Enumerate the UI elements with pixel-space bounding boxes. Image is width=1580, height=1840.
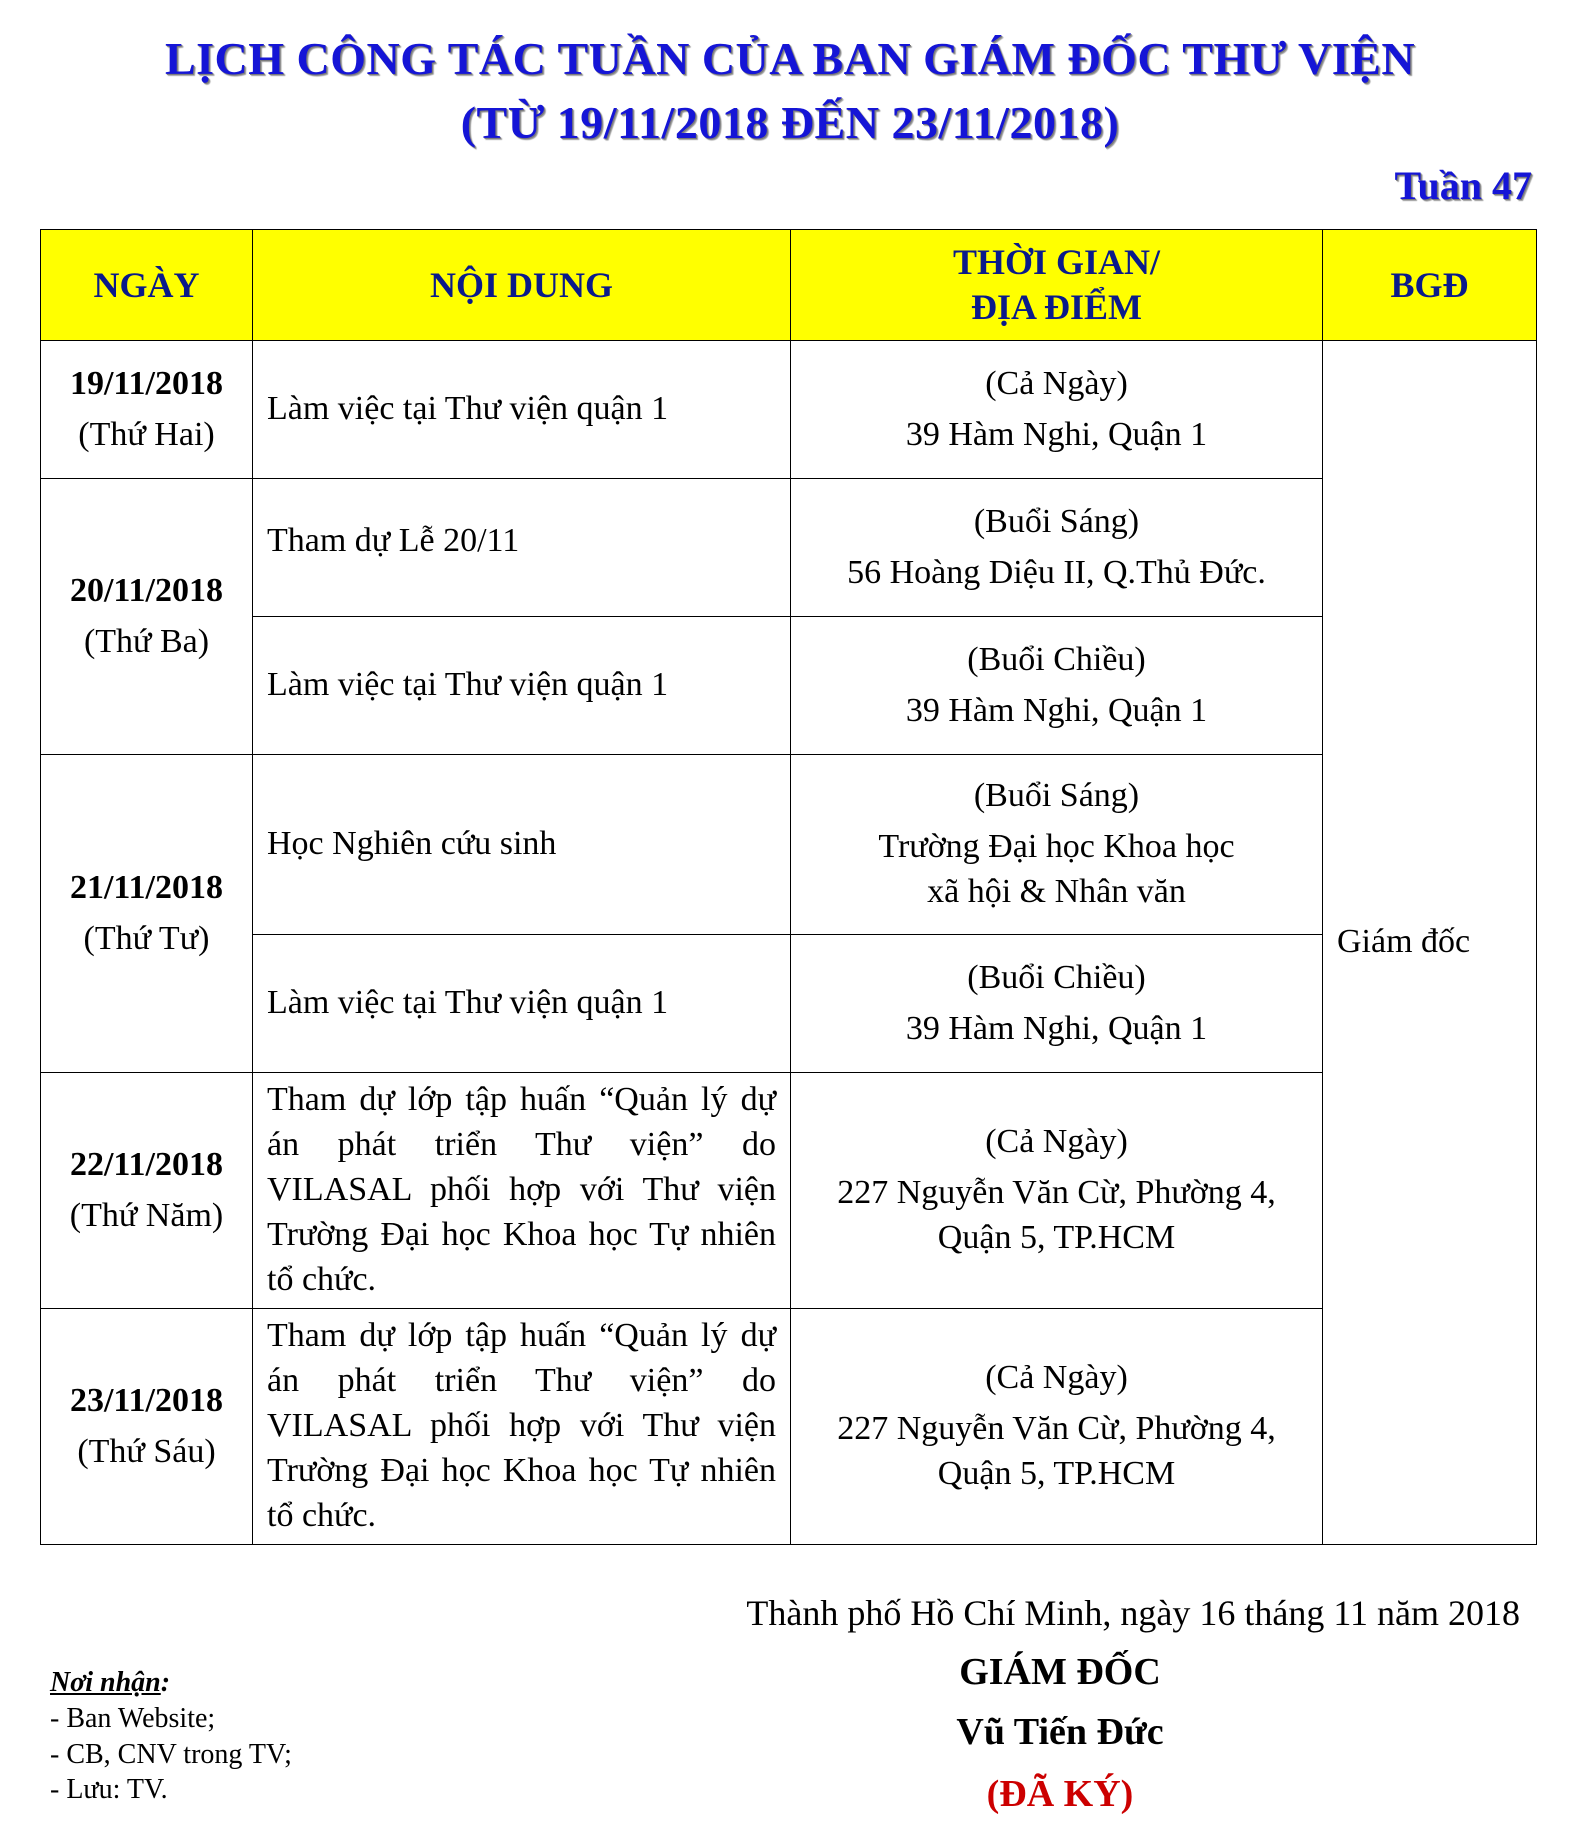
header-time-location xyxy=(791,230,1323,341)
table-row xyxy=(41,341,1537,479)
recipient-item: - Ban Website; xyxy=(50,1702,216,1734)
period-value: (Buổi Chiều) xyxy=(967,640,1146,678)
location-line-1: Trường Đại học Khoa học xyxy=(878,828,1235,866)
location-line-2: Quận 5, TP.HCM xyxy=(937,1454,1176,1492)
signer-role: GIÁM ĐỐC xyxy=(959,1651,1161,1693)
weekday-value: (Thứ Ba) xyxy=(83,622,210,660)
period-value: (Cả Ngày) xyxy=(985,1359,1128,1397)
schedule-table xyxy=(40,229,1537,1545)
period-value: (Buổi Sáng) xyxy=(973,777,1140,815)
content-cell: Tham dự lớp tập huấn “Quản lý dự án phát triển Thư viện” do VILASAL phối hợp với Thư viện Trường Đại học Khoa học Tự nhiên tổ chức. xyxy=(253,1073,791,1309)
period-value: (Buổi Chiều) xyxy=(967,958,1146,996)
date-value: 23/11/2018 xyxy=(69,1381,224,1419)
location-value: 39 Hàm Nghi, Quận 1 xyxy=(905,415,1208,453)
table-row xyxy=(41,617,1537,755)
recipients-heading: Nơi nhận: xyxy=(50,1667,171,1698)
date-value: 21/11/2018 xyxy=(69,868,224,906)
place-date: Thành phố Hồ Chí Minh, ngày 16 tháng 11 năm 2018 xyxy=(746,1593,1520,1633)
content-cell: Học Nghiên cứu sinh xyxy=(253,755,791,935)
table-header-row xyxy=(41,230,1537,341)
date-cell xyxy=(41,341,253,479)
date-value: 19/11/2018 xyxy=(69,364,224,402)
header-date: NGÀY xyxy=(41,230,253,341)
location-line-1: 227 Nguyễn Văn Cừ, Phường 4, xyxy=(837,1410,1276,1448)
header-time: THỜI GIAN/ xyxy=(952,242,1161,282)
table-row xyxy=(41,755,1537,935)
date-value: 22/11/2018 xyxy=(69,1145,224,1183)
location-line-2: Quận 5, TP.HCM xyxy=(937,1218,1176,1256)
table-row xyxy=(41,1073,1537,1309)
date-cell xyxy=(41,479,253,755)
week-label: Tuần 47 xyxy=(1394,163,1532,208)
content-cell: Làm việc tại Thư viện quận 1 xyxy=(253,341,791,479)
period-value: (Cả Ngày) xyxy=(985,1123,1128,1161)
document-date-range: (TỪ 19/11/2018 ĐẾN 23/11/2018) xyxy=(460,97,1120,148)
location-line-1: 227 Nguyễn Văn Cừ, Phường 4, xyxy=(837,1174,1276,1212)
location-value: 39 Hàm Nghi, Quận 1 xyxy=(905,1009,1208,1047)
table-row xyxy=(41,935,1537,1073)
header-bgd: BGĐ xyxy=(1323,230,1537,341)
signer-name: Vũ Tiến Đức xyxy=(956,1711,1164,1753)
time-location-cell xyxy=(791,341,1323,479)
table-row xyxy=(41,479,1537,617)
date-cell xyxy=(41,1309,253,1545)
date-value: 20/11/2018 xyxy=(69,571,224,609)
recipients-block xyxy=(50,1665,292,1808)
content-cell: Làm việc tại Thư viện quận 1 xyxy=(253,935,791,1073)
content-cell: Tham dự lớp tập huấn “Quản lý dự án phát triển Thư viện” do VILASAL phối hợp với Thư viện Trường Đại học Khoa học Tự nhiên tổ chức. xyxy=(253,1309,791,1545)
time-location-cell xyxy=(791,935,1323,1073)
header-location: ĐỊA ĐIỂM xyxy=(970,287,1143,327)
signed-stamp: (ĐÃ KÝ) xyxy=(986,1773,1134,1815)
time-location-cell xyxy=(791,617,1323,755)
location-value: 56 Hoàng Diệu II, Q.Thủ Đức. xyxy=(847,553,1266,591)
date-cell xyxy=(41,755,253,1073)
time-location-cell xyxy=(791,755,1323,935)
bgd-cell: Giám đốc xyxy=(1323,341,1537,1545)
period-value: (Cả Ngày) xyxy=(985,364,1128,402)
header-content: NỘI DUNG xyxy=(253,230,791,341)
period-value: (Buổi Sáng) xyxy=(973,502,1140,540)
location-value: 39 Hàm Nghi, Quận 1 xyxy=(905,691,1208,729)
recipient-item: - CB, CNV trong TV; xyxy=(50,1738,292,1770)
weekday-value: (Thứ Sáu) xyxy=(77,1432,216,1470)
weekday-value: (Thứ Tư) xyxy=(83,919,210,957)
weekday-value: (Thứ Hai) xyxy=(78,415,215,453)
time-location-cell xyxy=(791,479,1323,617)
content-cell: Làm việc tại Thư viện quận 1 xyxy=(253,617,791,755)
time-location-cell xyxy=(791,1073,1323,1309)
table-row xyxy=(41,1309,1537,1545)
time-location-cell xyxy=(791,1309,1323,1545)
date-cell xyxy=(41,1073,253,1309)
weekday-value: (Thứ Năm) xyxy=(69,1196,224,1234)
location-line-2: xã hội & Nhân văn xyxy=(927,872,1186,910)
recipient-item: - Lưu: TV. xyxy=(50,1774,168,1806)
document-title: LỊCH CÔNG TÁC TUẦN CỦA BAN GIÁM ĐỐC THƯ VIỆN xyxy=(164,33,1416,84)
content-cell: Tham dự Lễ 20/11 xyxy=(253,479,791,617)
